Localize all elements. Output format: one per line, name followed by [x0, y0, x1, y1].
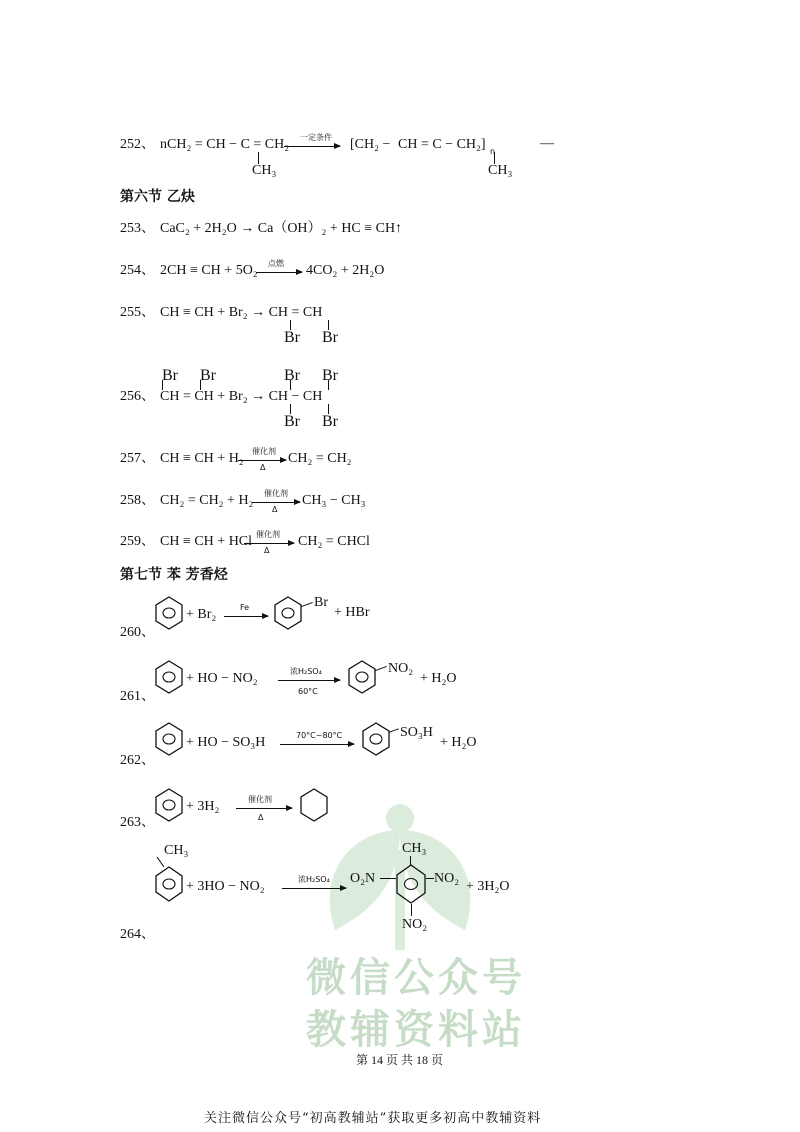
watermark-line2: 教辅资料站	[306, 1007, 526, 1053]
eq252-rhs-mid: CH = C − CH₂]	[398, 137, 486, 152]
eq252-sub2: CH₃	[488, 163, 513, 178]
eq255-equation: CH ≡ CH + Br₂ → CH = CH	[160, 305, 323, 320]
nitrobenzene-ring-icon	[348, 660, 376, 694]
section-6-title: 第六节 乙炔	[120, 189, 195, 205]
eq257-lhs: CH ≡ CH + H₂	[160, 451, 244, 466]
eq256-number: 256、	[120, 389, 155, 404]
benzenesulfonic-ring-icon	[362, 722, 390, 756]
eq262-product: + H₂O	[440, 735, 477, 750]
benzene-ring-icon	[155, 596, 183, 630]
eq257-number: 257、	[120, 451, 155, 466]
eq256-top1: Br	[162, 367, 178, 384]
eq264-product-ch3: CH₃	[402, 841, 427, 856]
eq260-bond	[301, 602, 313, 607]
benzene-ring-icon	[155, 788, 183, 822]
eq252-number: 252、	[120, 137, 155, 152]
eq261-number: 261、	[120, 689, 155, 704]
eq252-sub1: CH₃	[252, 163, 277, 178]
toluene-ring-icon	[155, 866, 183, 902]
eq261-reagent: + HO − NO₂	[186, 671, 258, 686]
eq256-top4: Br	[322, 367, 338, 384]
eq263-arrow	[236, 808, 292, 809]
eq254-number: 254、	[120, 263, 155, 278]
eq258-arrow	[252, 502, 300, 503]
eq264-product: + 3H₂O	[466, 879, 510, 894]
eq257-condition-bottom: Δ	[260, 463, 266, 472]
eq260-substituent: Br	[314, 595, 328, 610]
eq252-condition: 一定条件	[300, 133, 332, 142]
eq261-substituent: NO₂	[388, 661, 414, 676]
eq258-condition-top: 催化剂	[264, 489, 288, 498]
eq255-br1: Br	[284, 329, 300, 346]
benzene-ring-icon	[155, 660, 183, 694]
section-7-title: 第七节 苯 芳香烃	[120, 567, 228, 583]
benzene-ring-icon	[155, 722, 183, 756]
eq258-number: 258、	[120, 493, 155, 508]
eq252-rhs-open: [CH₂ −	[350, 137, 391, 152]
eq264-no2-bottom: NO₂	[402, 917, 428, 932]
eq252-lhs: nCH₂ = CH − C = CH₂	[160, 137, 290, 152]
eq261-product: + H₂O	[420, 671, 457, 686]
watermark-line1: 微信公众号	[306, 955, 526, 1001]
eq256-bot1: Br	[284, 413, 300, 430]
eq264-arrow	[282, 888, 346, 889]
eq256-bot2: Br	[322, 413, 338, 430]
eq259-number: 259、	[120, 534, 155, 549]
eq256-equation: CH = CH + Br₂ → CH − CH	[160, 389, 323, 404]
eq261-condition-bottom: 60°C	[298, 687, 318, 696]
eq263-condition-bottom: Δ	[258, 813, 264, 822]
cyclohexane-ring-icon	[300, 788, 328, 822]
eq263-number: 263、	[120, 815, 155, 830]
eq259-lhs: CH ≡ CH + HCl	[160, 534, 253, 549]
eq260-arrow	[224, 616, 268, 617]
eq264-no2-right: NO₂	[434, 871, 460, 886]
eq264-right-bond	[426, 878, 434, 879]
eq264-o2n: O₂N	[350, 871, 376, 886]
page-number: 第 14 页 共 18 页	[356, 1053, 444, 1067]
eq258-condition-bottom: Δ	[272, 505, 278, 514]
eq256-top2: Br	[200, 367, 216, 384]
eq254-lhs: 2CH ≡ CH + 5O₂	[160, 263, 258, 278]
eq260-product: + HBr	[334, 605, 370, 620]
eq263-condition-top: 催化剂	[248, 795, 272, 804]
eq262-substituent: SO₃H	[400, 725, 433, 740]
eq254-rhs: 4CO₂ + 2H₂O	[306, 263, 385, 278]
eq254-arrow	[256, 272, 302, 273]
eq262-bond	[389, 728, 399, 732]
eq261-arrow	[278, 680, 340, 681]
eq256-bond4	[328, 380, 329, 390]
eq264-condition: 浓H₂SO₄	[298, 875, 330, 884]
eq261-condition-top: 浓H₂SO₄	[290, 667, 322, 676]
eq264-number: 264、	[120, 927, 155, 942]
eq264-bottom-bond	[411, 904, 412, 916]
eq258-rhs: CH₃ − CH₃	[302, 493, 366, 508]
eq260-condition: Fe	[240, 603, 250, 612]
eq262-arrow	[280, 744, 354, 745]
eq258-lhs: CH₂ = CH₂ + H₂	[160, 493, 254, 508]
eq262-condition: 70°C~80°C	[296, 731, 343, 740]
eq260-number: 260、	[120, 625, 155, 640]
eq257-condition-top: 催化剂	[252, 447, 276, 456]
eq264-toluene-ch3: CH₃	[164, 843, 189, 858]
eq253-number: 253、	[120, 221, 155, 236]
eq262-number: 262、	[120, 753, 155, 768]
eq255-br2: Br	[322, 329, 338, 346]
bromobenzene-ring-icon	[274, 596, 302, 630]
eq254-condition: 点燃	[268, 259, 284, 268]
eq257-arrow	[238, 460, 286, 461]
eq259-condition-bottom: Δ	[264, 546, 270, 555]
tnt-ring-icon	[396, 864, 426, 904]
eq259-rhs: CH₂ = CHCl	[298, 534, 370, 549]
eq256-top3: Br	[284, 367, 300, 384]
eq262-reagent: + HO − SO₃H	[186, 735, 266, 750]
eq264-o2n-bond	[380, 878, 396, 879]
eq259-arrow	[244, 543, 294, 544]
eq252-rhs-n: n	[490, 147, 496, 156]
eq264-reagent: + 3HO − NO₂	[186, 879, 265, 894]
eq257-rhs: CH₂ = CH₂	[288, 451, 352, 466]
eq261-bond	[375, 666, 387, 671]
eq259-condition-top: 催化剂	[256, 530, 280, 539]
eq252-dash: —	[540, 136, 554, 151]
eq263-reagent: + 3H₂	[186, 799, 220, 814]
eq255-number: 255、	[120, 305, 155, 320]
eq252-arrow	[284, 146, 340, 147]
footer-text: 关注微信公众号“初高教辅站”获取更多初高中教辅资料	[204, 1111, 542, 1126]
eq253-equation: CaC₂ + 2H₂O → Ca（OH）₂ + HC ≡ CH↑	[160, 221, 403, 236]
eq260-reagent: + Br₂	[186, 607, 217, 622]
